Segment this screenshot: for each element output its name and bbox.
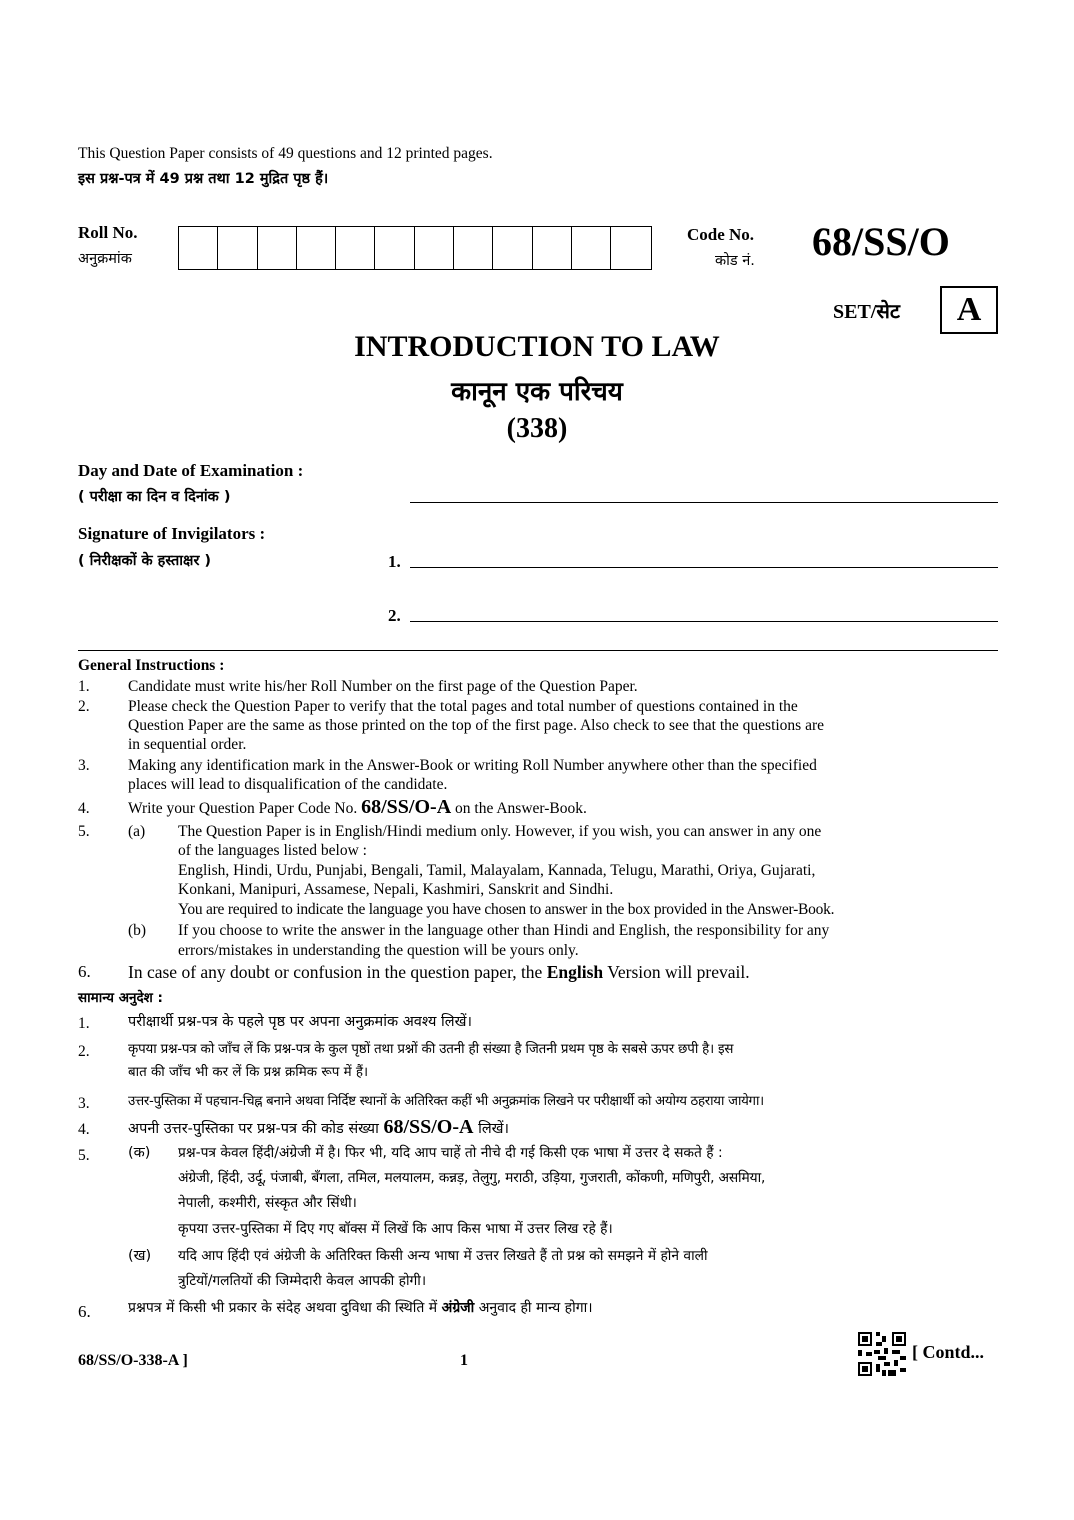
instruction-4 xyxy=(128,797,587,819)
code-no-label-hi: कोड नं. xyxy=(715,253,755,269)
continued-label: [ Contd... xyxy=(912,1342,985,1362)
code-number: 68/SS/O xyxy=(812,219,950,264)
exam-date-label-hi: ( परीक्षा का दिन व दिनांक ) xyxy=(78,489,231,505)
instruction-hi-5a-line2: अंग्रेजी, हिंदी, उर्दू, पंजाबी, बँगला, तमिल, मलयालम, कन्नड़, तेलुगु, मराठी, उड़िया, गुजराती, कोंकणी, मणिपुरी, असमिया, xyxy=(178,1170,766,1186)
instruction-number: 2. xyxy=(78,698,90,715)
paper-title-hi: कानून एक परिचय xyxy=(451,377,623,407)
roll-box[interactable] xyxy=(572,227,611,269)
paper-code-highlight-hi: 68/SS/O-A xyxy=(383,1116,474,1138)
exam-date-line[interactable] xyxy=(410,502,998,503)
instruction-hi-6-text-end: अनुवाद ही मान्य होगा। xyxy=(478,1300,593,1316)
instruction-5a-line4: Konkani, Manipuri, Assamese, Nepali, Kashmiri, Sanskrit and Sindhi. xyxy=(178,881,614,898)
roll-box[interactable] xyxy=(258,227,297,269)
signature-2-line[interactable] xyxy=(410,621,998,622)
roll-box[interactable] xyxy=(454,227,493,269)
instruction-2-line1: Please check the Question Paper to verify that the total pages and total number of questions contained in the xyxy=(128,698,798,715)
page-number: 1 xyxy=(460,1352,468,1369)
invigilator-signature-label-hi: ( निरीक्षकों के हस्ताक्षर ) xyxy=(78,553,212,569)
instruction-number: 1. xyxy=(78,678,90,695)
exam-date-label: Day and Date of Examination : xyxy=(78,461,304,480)
instruction-hi-5a-line3: नेपाली, कश्मीरी, संस्कृत और सिंधी। xyxy=(178,1195,357,1211)
roll-box[interactable] xyxy=(218,227,257,269)
paper-title-en: INTRODUCTION TO LAW xyxy=(354,330,720,363)
general-instructions-heading-hi: सामान्य अनुदेश : xyxy=(78,990,163,1006)
instruction-hi-1: परीक्षार्थी प्रश्न-पत्र के पहले पृष्ठ पर अपना अनुक्रमांक अवश्य लिखें। xyxy=(128,1014,472,1030)
instruction-hi-6-bold: अंग्रेजी xyxy=(441,1300,475,1316)
instruction-5b-line2: errors/mistakes in understanding the question will be yours only. xyxy=(178,942,579,959)
sub-label-kha: (ख) xyxy=(128,1248,152,1264)
sub-label-b: (b) xyxy=(128,922,147,939)
instruction-number: 6. xyxy=(78,1302,91,1321)
instruction-5b-line1: If you choose to write the answer in the language other than Hindi and English, the responsibility for any xyxy=(178,922,830,939)
instruction-2-line3: in sequential order. xyxy=(128,736,247,753)
instruction-number: 5. xyxy=(78,1147,90,1164)
instruction-6 xyxy=(128,961,750,983)
paper-code-highlight: 68/SS/O-A xyxy=(361,796,452,818)
instruction-hi-2-line1: कृपया प्रश्न-पत्र को जाँच लें कि प्रश्न-पत्र के कुल पृष्ठों तथा प्रश्नों की उतनी ही संख्या है जितनी प्रथम पृष्ठ के सबसे ऊपर छपी है। इस xyxy=(128,1042,734,1057)
instruction-6-text-end: Version will prevail. xyxy=(607,962,750,982)
instruction-4-text: Write your Question Paper Code No. xyxy=(128,800,358,817)
instruction-2-line2: Question Paper are the same as those printed on the top of the first page. Also check to see that the questions are xyxy=(128,717,825,734)
instruction-number: 6. xyxy=(78,962,91,981)
instruction-4-text-end: on the Answer-Book. xyxy=(455,800,587,817)
instruction-number: 3. xyxy=(78,757,90,774)
instruction-hi-5a-line1: प्रश्न-पत्र केवल हिंदी/अंग्रेजी में है। फिर भी, यदि आप चाहें तो नीचे दी गई किसी एक भाषा में उत्तर दे सकते हैं : xyxy=(178,1145,723,1161)
instruction-hi-4 xyxy=(128,1117,509,1139)
roll-no-label: Roll No. xyxy=(78,223,138,242)
footer-paper-code: 68/SS/O-338-A ] xyxy=(78,1352,188,1369)
instruction-hi-5b-line1: यदि आप हिंदी एवं अंग्रेजी के अतिरिक्त किसी अन्य भाषा में उत्तर लिखते हैं तो प्रश्न को समझने में होने वाली xyxy=(178,1248,708,1264)
signature-1-line[interactable] xyxy=(410,567,998,568)
instruction-hi-6 xyxy=(128,1298,593,1318)
pages-info-en: This Question Paper consists of 49 questions and 12 printed pages. xyxy=(78,145,493,162)
signature-2-number: 2. xyxy=(388,606,401,625)
set-value-box: A xyxy=(940,286,998,334)
instruction-6-bold: English xyxy=(546,962,604,982)
roll-box[interactable] xyxy=(611,227,650,269)
instruction-hi-6-text: प्रश्नपत्र में किसी भी प्रकार के संदेह अथवा दुविधा की स्थिति में xyxy=(128,1300,438,1316)
roll-box[interactable] xyxy=(336,227,375,269)
general-instructions-heading: General Instructions : xyxy=(78,657,225,674)
roll-box[interactable] xyxy=(533,227,572,269)
instruction-number: 1. xyxy=(78,1015,90,1032)
roll-box[interactable] xyxy=(493,227,532,269)
instruction-3-line1: Making any identification mark in the Answer-Book or writing Roll Number anywhere other than the specified xyxy=(128,757,817,774)
instruction-hi-4-text: अपनी उत्तर-पुस्तिका पर प्रश्न-पत्र की कोड संख्या xyxy=(128,1121,379,1137)
qr-code-icon xyxy=(858,1332,906,1376)
instruction-hi-4-text-end: लिखें। xyxy=(478,1121,510,1137)
instruction-number: 5. xyxy=(78,823,90,840)
instruction-6-text: In case of any doubt or confusion in the question paper, the xyxy=(128,962,543,982)
instruction-number: 2. xyxy=(78,1043,90,1060)
pages-info-hi: इस प्रश्न-पत्र में 49 प्रश्न तथा 12 मुद्रित पृष्ठ हैं। xyxy=(78,171,329,187)
roll-box[interactable] xyxy=(179,227,218,269)
instruction-hi-5a-line4: कृपया उत्तर-पुस्तिका में दिए गए बॉक्स में लिखें कि आप किस भाषा में उत्तर लिख रहे हैं। xyxy=(178,1221,613,1237)
subject-code: (338) xyxy=(506,413,568,444)
roll-box[interactable] xyxy=(375,227,414,269)
signature-1-number: 1. xyxy=(388,552,401,571)
section-divider xyxy=(78,650,998,651)
instruction-1: Candidate must write his/her Roll Number on the first page of the Question Paper. xyxy=(128,678,638,695)
roll-no-label-hi: अनुक्रमांक xyxy=(78,251,132,267)
instruction-number: 3. xyxy=(78,1095,90,1112)
instruction-number: 4. xyxy=(78,1121,90,1138)
instruction-hi-3: उत्तर-पुस्तिका में पहचान-चिह्न बनाने अथवा निर्दिष्ट स्थानों के अतिरिक्त कहीं भी अनुक्रमांक लिखने पर परीक्षार्थी को अयोग्य ठहराया जायेगा। xyxy=(128,1094,764,1109)
instruction-3-line2: places will lead to disqualification of the candidate. xyxy=(128,776,448,793)
instruction-hi-2-line2: बात की जाँच भी कर लें कि प्रश्न क्रमिक रूप में हैं। xyxy=(128,1065,369,1080)
sub-label-ka: (क) xyxy=(128,1145,151,1161)
instruction-5a-line3: English, Hindi, Urdu, Punjabi, Bengali, Tamil, Malayalam, Kannada, Telugu, Marathi, Oriya, Gujarati, xyxy=(178,862,816,879)
sub-label-a: (a) xyxy=(128,823,146,840)
invigilator-signature-label: Signature of Invigilators : xyxy=(78,524,266,543)
instruction-5a-line5: You are required to indicate the language you have chosen to answer in the box provided in the Answer-Book. xyxy=(178,901,835,918)
instruction-5a-line2: of the languages listed below : xyxy=(178,842,367,859)
instruction-hi-5b-line2: त्रुटियों/गलतियों की जिम्मेदारी केवल आपकी होगी। xyxy=(178,1273,427,1289)
roll-box[interactable] xyxy=(297,227,336,269)
code-no-label: Code No. xyxy=(687,225,755,244)
instruction-5a-line1: The Question Paper is in English/Hindi medium only. However, if you wish, you can answer in any one xyxy=(178,823,822,840)
set-label: SET/सेट xyxy=(833,301,900,323)
instruction-number: 4. xyxy=(78,800,90,817)
roll-box[interactable] xyxy=(415,227,454,269)
roll-number-boxes[interactable] xyxy=(178,226,652,270)
